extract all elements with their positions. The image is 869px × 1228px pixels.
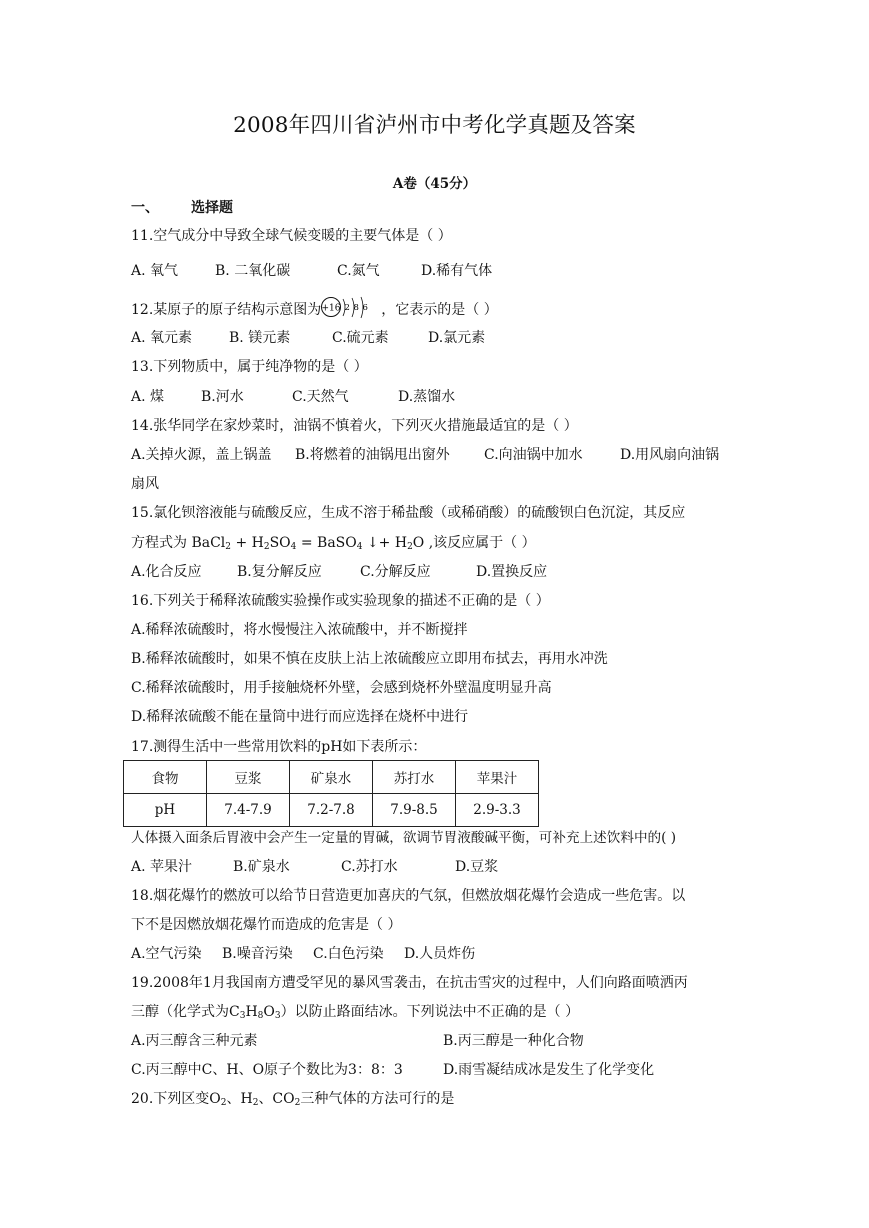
q18-option-b: B.噪音污染 [222, 946, 293, 962]
q14-option-d-wrap: 扇风 [131, 476, 159, 492]
formula-subscript: 3 [239, 1011, 246, 1021]
q12-option-b: B. 镁元素 [229, 330, 291, 346]
q17-options [131, 857, 498, 877]
q19-text: H [245, 1004, 258, 1020]
eq-text: ↓+ H [362, 535, 408, 551]
q16-option-a: A.稀释浓硫酸时，将水慢慢注入浓硫酸中，并不断搅拌 [131, 622, 468, 638]
section-a-heading: A卷（45分） [392, 176, 477, 192]
q15-line1: 15.氯化钡溶液能与硫酸反应，生成不溶于稀盐酸（或稀硝酸）的硫酸钡白色沉淀，其反应 [131, 505, 686, 521]
table-header-cell: 豆浆 [207, 761, 290, 794]
q17-option-c: C.苏打水 [341, 859, 398, 875]
table-cell: 7.9-8.5 [373, 794, 456, 827]
q14-stem: 14.张华同学在家炒菜时，油锅不慎着火，下列灭火措施最适宜的是（ ） [131, 418, 578, 434]
q18-option-d: D.人员炸伤 [404, 946, 476, 962]
q13-option-c: C.天然气 [292, 389, 349, 405]
q12-options [131, 328, 485, 348]
part-number: 一、 [131, 200, 159, 216]
formula-subscript: 8 [257, 1011, 264, 1021]
table-row [124, 761, 539, 794]
q16-option-b: B.稀释浓硫酸时，如果不慎在皮肤上沾上浓硫酸应立即用布拭去，再用水冲洗 [131, 651, 608, 667]
q18-option-c: C.白色污染 [313, 946, 384, 962]
q19-line2 [131, 1002, 579, 1022]
q15-options [131, 562, 547, 582]
q19-options-ab [131, 1031, 584, 1051]
q13-stem: 13.下列物质中，属于纯净物的是（ ） [131, 359, 368, 375]
table-cell: 2.9-3.3 [456, 794, 539, 827]
q11-options [131, 261, 492, 281]
q13-option-a: A. 煤 [131, 389, 165, 405]
q19-options-cd [131, 1060, 654, 1080]
formula-subscript: 3 [274, 1011, 281, 1021]
q17-option-d: D.豆浆 [455, 859, 499, 875]
q13-options [131, 387, 455, 407]
q15-option-a: A.化合反应 [131, 564, 202, 580]
eq-text: = BaSO [296, 535, 357, 551]
q11-option-c: C.氮气 [337, 263, 380, 279]
eq-text: O ,该反应属于（ ） [412, 535, 536, 551]
q11-option-b: B. 二氧化碳 [215, 263, 291, 279]
shell-count-1: 2 [344, 303, 351, 313]
q20-text: 、CO [258, 1091, 295, 1107]
q17-stem: 17.测得生活中一些常用饮料的pH如下表所示： [131, 739, 427, 755]
eq-text: + H [231, 535, 264, 551]
q15-equation [131, 533, 536, 553]
ph-table [123, 760, 539, 827]
q16-option-c: C.稀释浓硫酸时，用手接触烧杯外壁，会感到烧杯外壁温度明显升高 [131, 680, 552, 696]
q20-text: 20.下列区变O [131, 1091, 221, 1107]
q19-line1: 19.2008年1月我国南方遭受罕见的暴风雪袭击，在抗击雪灾的过程中，人们向路面喷洒丙 [131, 975, 688, 991]
atom-structure-diagram [321, 296, 381, 320]
q14-option-c: C.向油锅中加水 [484, 447, 583, 463]
q18-line2: 下不是因燃放烟花爆竹而造成的危害是（ ） [131, 917, 402, 933]
q18-option-a: A.空气污染 [131, 946, 202, 962]
q18-line1: 18.烟花爆竹的燃放可以给节日营造更加喜庆的气氛，但燃放烟花爆竹会造成一些危害。以 [131, 888, 686, 904]
eq-subscript: 4 [356, 542, 363, 552]
shell-count-2: 8 [353, 303, 360, 313]
q15-option-b: B.复分解反应 [237, 564, 322, 580]
q16-option-d: D.稀释浓硫酸不能在量筒中进行而应选择在烧杯中进行 [131, 709, 469, 725]
table-cell: pH [124, 794, 207, 827]
eq-subscript: 2 [225, 542, 232, 552]
q15-option-c: C.分解反应 [360, 564, 431, 580]
shell-count-3: 6 [362, 303, 369, 313]
nucleus-charge: +16 [321, 303, 341, 314]
q14-option-d: D.用风扇向油锅 [620, 447, 720, 463]
q12-stem-prefix: 12.某原子的原子结构示意图为 [131, 302, 322, 318]
q13-option-d: D.蒸馏水 [398, 389, 456, 405]
q11-option-a: A. 氧气 [131, 263, 179, 279]
formula-subscript: 2 [252, 1098, 259, 1108]
document-title: 2008年四川省泸州市中考化学真题及答案 [233, 113, 636, 138]
q19-text: 三醇（化学式为C [131, 1004, 240, 1020]
q12-stem [131, 296, 498, 320]
q14-options [131, 445, 719, 465]
q19-text: ）以防止路面结冰。下列说法中不正确的是（ ） [280, 1004, 580, 1020]
table-header-cell: 苏打水 [373, 761, 456, 794]
q12-option-c: C.硫元素 [332, 330, 389, 346]
q12-stem-suffix: ，它表示的是（ ） [381, 302, 498, 318]
q11-option-d: D.稀有气体 [421, 263, 493, 279]
eq-subscript: 2 [407, 542, 413, 552]
q14-option-a: A.关掉火源，盖上锅盖 [131, 447, 272, 463]
q15-option-d: D.置换反应 [476, 564, 548, 580]
table-header-cell: 苹果汁 [456, 761, 539, 794]
table-header-cell: 食物 [124, 761, 207, 794]
part-label: 选择题 [191, 200, 233, 216]
q12-option-d: D.氯元素 [428, 330, 486, 346]
table-cell: 7.2-7.8 [290, 794, 373, 827]
formula-subscript: 2 [220, 1098, 227, 1108]
q20-text: 三种气体的方法可行的是 [300, 1091, 455, 1107]
table-row [124, 794, 539, 827]
eq-text: SO [269, 535, 291, 551]
formula-subscript: 2 [294, 1098, 301, 1108]
part-one-heading [131, 198, 233, 218]
q20-stem [131, 1089, 454, 1109]
q16-stem: 16.下列关于稀释浓硫酸实验操作或实验现象的描述不正确的是（ ） [131, 593, 550, 609]
eq-subscript: 2 [263, 542, 270, 552]
q19-option-b: B.丙三醇是一种化合物 [443, 1033, 584, 1049]
table-cell: 7.4-7.9 [207, 794, 290, 827]
q12-option-a: A. 氧元素 [131, 330, 193, 346]
table-header-cell: 矿泉水 [290, 761, 373, 794]
eq-subscript: 4 [290, 542, 297, 552]
q17-option-b: B.矿泉水 [233, 859, 290, 875]
q20-text: 、H [226, 1091, 253, 1107]
q14-option-b: B.将燃着的油锅甩出窗外 [295, 447, 450, 463]
q19-option-d: D.雨雪凝结成冰是发生了化学变化 [443, 1062, 655, 1078]
q19-option-a: A.丙三醇含三种元素 [131, 1033, 258, 1049]
q13-option-b: B.河水 [201, 389, 244, 405]
q17-option-a: A. 苹果汁 [131, 859, 193, 875]
q11-stem: 11.空气成分中导致全球气候变暖的主要气体是（ ） [131, 228, 452, 244]
q17-after-table: 人体摄入面条后胃液中会产生一定量的胃碱，欲调节胃液酸碱平衡，可补充上述饮料中的( ) [131, 830, 677, 846]
q19-text: O [263, 1004, 275, 1020]
eq-text: 方程式为 BaCl [131, 535, 226, 551]
q18-options [131, 944, 475, 964]
q19-option-c: C.丙三醇中C、H、O原子个数比为3：8：3 [131, 1062, 403, 1078]
